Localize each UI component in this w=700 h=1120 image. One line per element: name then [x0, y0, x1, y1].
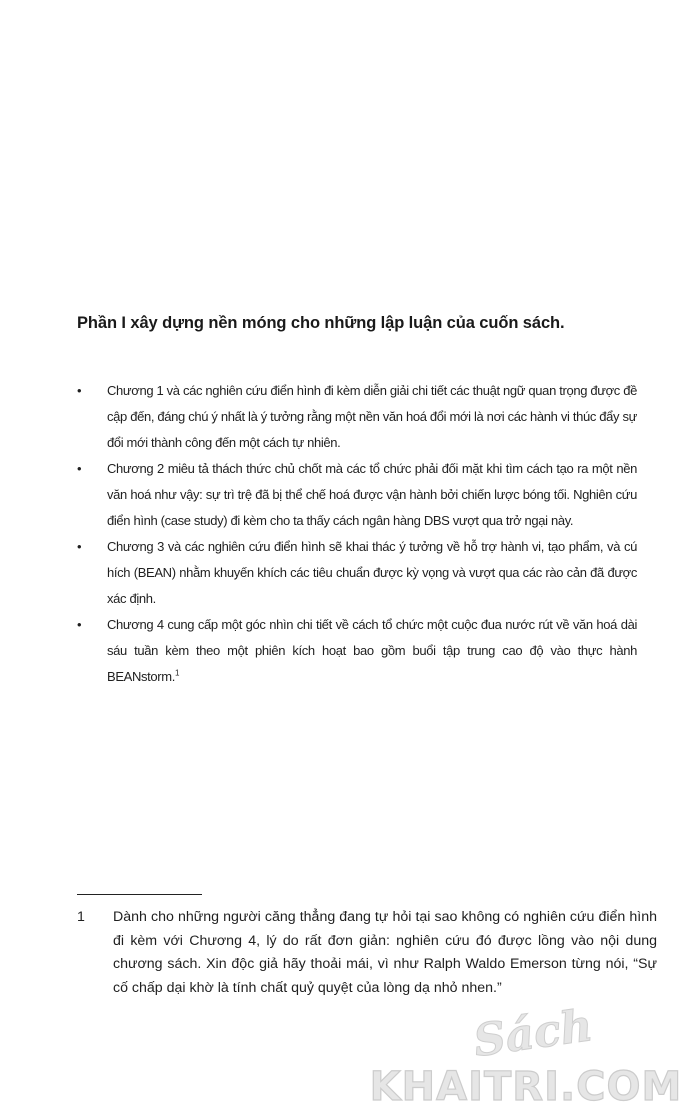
list-item — [77, 612, 637, 690]
list-item — [77, 378, 637, 456]
footnote-reference[interactable]: 1 — [175, 668, 180, 678]
section-heading: Phần I xây dựng nền móng cho những lập luận của cuốn sách. — [77, 314, 565, 332]
footnote — [77, 906, 657, 1000]
bullet-text: Chương 2 miêu tả thách thức chủ chốt mà các tổ chức phải đối mặt khi tìm cách tạo ra một nền văn hoá như vậy: sự trì trệ đã bị thể chế hoá được vận hành bởi chiến lược bóng tối. Nghiên cứu điển hình (case study) đi kèm cho ta thấy cách ngân hàng DBS vượt qua trở ngại này. — [107, 461, 637, 528]
footnote-text: Dành cho những người căng thẳng đang tự hỏi tại sao không có nghiên cứu điển hình đi kèm với Chương 4, lý do rất đơn giản: nghiên cứu đó được lồng vào nội dung chương sách. Xin độc giả hãy thoải mái, vì như Ralph Waldo Emerson từng nói, “Sự cố chấp dại khờ là tính chất quỷ quyệt của lòng dạ nhỏ nhen.” — [113, 909, 657, 996]
bullet-marker: • — [77, 461, 82, 476]
bullet-marker: • — [77, 617, 82, 632]
bullet-text: Chương 3 và các nghiên cứu điển hình sẽ khai thác ý tưởng về hỗ trợ hành vi, tạo phẩm, và cú hích (BEAN) nhằm khuyến khích các tiêu chuẩn được kỳ vọng và vượt qua các rào cản đã được xác định. — [107, 539, 637, 606]
bullet-text: Chương 4 cung cấp một góc nhìn chi tiết về cách tổ chức một cuộc đua nước rút về văn hoá dài sáu tuần kèm theo một phiên kích hoạt bao gồm buổi tập trung cao độ vào thực hành BEANstorm. — [107, 617, 637, 684]
chapter-summary-list — [77, 378, 637, 690]
bullet-marker: • — [77, 539, 82, 554]
watermark-brand: KHAITRI.COM — [369, 1064, 683, 1110]
footnote-number: 1 — [77, 909, 85, 925]
list-item — [77, 456, 637, 534]
footnote-divider — [77, 894, 202, 895]
watermark-graphic — [356, 1000, 686, 1110]
bullet-text: Chương 1 và các nghiên cứu điển hình đi kèm diễn giải chi tiết các thuật ngữ quan trọng được đề cập đến, đáng chú ý nhất là ý tưởng rằng một nền văn hoá đổi mới là nơi các hành vi thúc đẩy sự đổi mới thành công đến một cách tự nhiên. — [107, 383, 637, 450]
publisher-watermark-logo — [356, 1000, 686, 1110]
watermark-script: Sách — [470, 1000, 596, 1068]
bullet-marker: • — [77, 383, 82, 398]
list-item — [77, 534, 637, 612]
